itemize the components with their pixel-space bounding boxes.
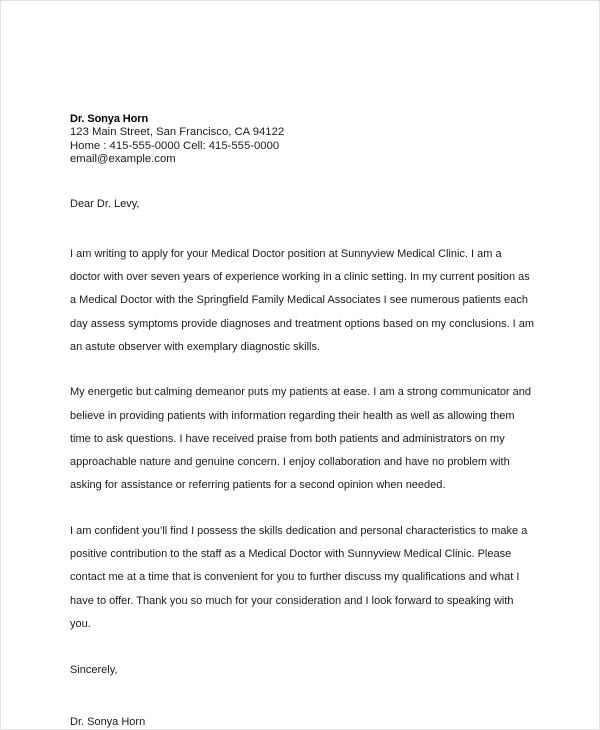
letter-body (70, 112, 535, 730)
signature-name: Dr. Sonya Horn (70, 716, 146, 729)
body-paragraph: I am writing to apply for your Medical Doctor position at Sunnyview Medical Clinic. I am a doctor with over seven years of experience working in a clinic setting. In my current position as a Medical Doctor with the Springfield Family Medical Associates I see numerous patients each day assess symptoms provide diagnoses and treatment options based on my conclusions. I am an astute observer with exemplary diagnostic skills. (70, 247, 535, 353)
sender-phone: Home : 415-555-0000 Cell: 415-555-0000 (70, 139, 280, 152)
sender-name: Dr. Sonya Horn (70, 113, 149, 125)
sender-address: 123 Main Street, San Francisco, CA 94122 (70, 126, 285, 138)
salutation: Dear Dr. Levy, (70, 197, 140, 210)
body-paragraph: My energetic but calming demeanor puts my patients at ease. I am a strong communicator and believe in providing patients with information regarding their health as well as allowing them time to ask questions. I have received praise from both patients and administrators on my approachable nature and genuine concern. I enjoy collaboration and have no problem with asking for assistance or referring patients for a second opinion when needed. (70, 386, 532, 492)
body-paragraph: I am confident you’ll find I possess the skills dedication and personal characteristics to make a positive contribution to the staff as a Medical Doctor with Sunnyview Medical Clinic. Please contact me at a time that is convenient for you to further discuss my qualifications and what I have to offer. Thank you so much for your consideration and I look forward to speaking with you. (70, 524, 528, 630)
closing-line: Sincerely, (70, 664, 118, 677)
sender-block (70, 112, 535, 167)
sender-email: email@example.com (70, 153, 176, 166)
